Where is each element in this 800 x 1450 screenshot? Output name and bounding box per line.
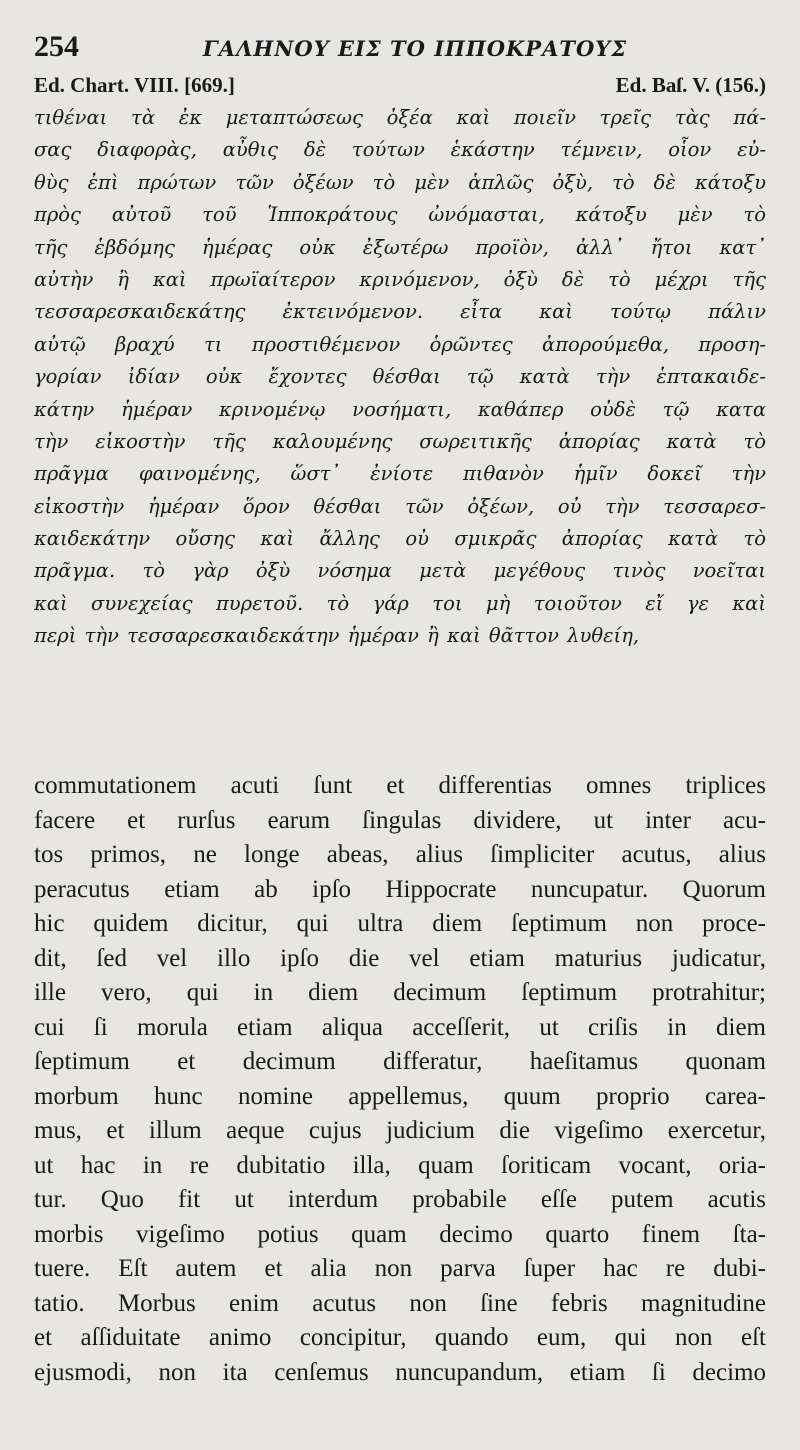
- text-line: πρᾶγμα. τὸ γὰρ ὀξὺ νόσημα μετὰ μεγέθους τινὸς νοεῖται: [34, 559, 766, 583]
- text-line: τὴν εἰκοστὴν τῆς καλουμένης σωρειτικῆς ἀπορίας κατὰ τὸ: [34, 429, 766, 453]
- text-line: γορίαν ἰδίαν οὐκ ἔχοντες θέσθαι τῷ κατὰ τὴν ἑπτακαιδε-: [34, 365, 766, 389]
- text-line: ut hac in re dubitatio illa, quam ſoriticam vocant, oria-: [34, 1151, 766, 1179]
- text-line: εἰκοστὴν ἡμέραν ὅρον θέσθαι τῶν ὀξέων, οὐ τὴν τεσσαρεσ-: [34, 494, 766, 518]
- text-line: morbis vigeſimo potius quam decimo quarto finem ſta-: [34, 1220, 766, 1248]
- text-line: hic quidem dicitur, qui ultra diem ſeptimum non proce-: [34, 910, 766, 937]
- text-line: et aſſiduitate animo concipitur, quando eum, qui non eſt: [34, 1324, 766, 1351]
- text-line: ille vero, qui in diem decimum ſeptimum protrahitur;: [34, 979, 766, 1006]
- text-line: καὶ συνεχείας πυρετοῦ. τὸ γάρ τοι μὴ τοιοῦτον εἴ γε καὶ: [34, 591, 766, 615]
- text-line: τεσσαρεσκαιδεκάτης ἐκτεινόμενον. εἶτα καὶ τούτῳ πάλιν: [34, 300, 766, 324]
- text-line: αὐτὴν ἢ καὶ πρωϊαίτερον κρινόμενον, ὀξὺ δὲ τὸ μέχρι τῆς: [34, 267, 766, 291]
- text-line: αὐτῷ βραχύ τι προστιθέμενον ὁρῶντες ἀπορούμεθα, προση-: [34, 332, 766, 356]
- text-line: τιθέναι τὰ ἐκ μεταπτώσεως ὀξέα καὶ ποιεῖν τρεῖς τὰς πά-: [34, 106, 766, 129]
- text-line: τῆς ἑβδόμης ἡμέρας οὐκ ἐξωτέρω προϊὸν, ἀλλ᾿ ἤτοι κατ᾿: [34, 235, 766, 259]
- text-line: tos primos, ne longe abeas, alius ſimpliciter acutus, alius: [34, 841, 766, 868]
- running-title: ΓΑΛΗΝΟΥ ΕΙΣ ΤΟ ΙΠΠΟΚΡΑΤΟΥΣ: [202, 36, 628, 61]
- text-line: περὶ τὴν τεσσαρεσκαιδεκάτην ἡμέραν ἢ καὶ θᾶττον λυθείη,: [34, 624, 640, 648]
- text-line: ſeptimum et decimum differatur, haeſitamus quonam: [34, 1048, 766, 1075]
- text-line: mus, et illum aeque cujus judicium die vigeſimo exercetur,: [34, 1117, 766, 1144]
- edition-references: [34, 72, 766, 98]
- text-line: dit, ſed vel illo ipſo die vel etiam maturius judicatur,: [34, 944, 766, 972]
- text-line: πρὸς αὐτοῦ τοῦ Ἱπποκράτους ὠνόμασται, κάτοξυ μὲν τὸ: [34, 203, 766, 227]
- text-line: σας διαφορὰς, αὖθις δὲ τούτων ἑκάστην τέμνειν, οἷον εὐ-: [34, 138, 766, 162]
- text-line: tuere. Eſt autem et alia non parva ſuper hac re dubi-: [34, 1255, 766, 1282]
- text-line: ejusmodi, non ita cenſemus nuncupandum, etiam ſi decimo: [34, 1358, 766, 1386]
- text-line: θὺς ἐπὶ πρώτων τῶν ὀξέων τὸ μὲν ἁπλῶς ὀξὺ, τὸ δὲ κάτοξυ: [34, 170, 766, 194]
- text-line: peracutus etiam ab ipſo Hippocrate nuncupatur. Quorum: [34, 875, 766, 903]
- edition-right: Ed. Baſ. V. (156.): [615, 73, 766, 97]
- text-line: facere et rurſus earum ſingulas dividere, ut inter acu-: [34, 806, 766, 834]
- text-line: morbum hunc nomine appellemus, quum proprio carea-: [34, 1082, 766, 1110]
- text-line: commutationem acuti ſunt et differentias omnes triplices: [34, 772, 766, 799]
- text-line: πρᾶγμα φαινομένης, ὥστ᾿ ἐνίοτε πιθανὸν ἡμῖν δοκεῖ τὴν: [34, 462, 766, 486]
- edition-left: Ed. Chart. VIII. [669.]: [34, 73, 235, 97]
- text-line: cui ſi morula etiam aliqua acceſſerit, ut criſis in diem: [34, 1013, 766, 1041]
- page-number: 254: [34, 30, 79, 63]
- greek-text-block: [34, 102, 766, 653]
- text-line: tur. Quo fit ut interdum probabile eſſe putem acutis: [34, 1186, 766, 1213]
- page-header: [34, 30, 766, 70]
- latin-text-block: [34, 769, 766, 1390]
- text-line: κάτην ἡμέραν κρινομένῳ νοσήματι, καθάπερ οὐδὲ τῷ κατα: [34, 397, 766, 421]
- text-line: καιδεκάτην οὔσης καὶ ἄλλης οὐ σμικρᾶς ἀπορίας κατὰ τὸ: [34, 527, 766, 551]
- text-line: tatio. Morbus enim acutus non ſine febris magnitudine: [34, 1289, 766, 1317]
